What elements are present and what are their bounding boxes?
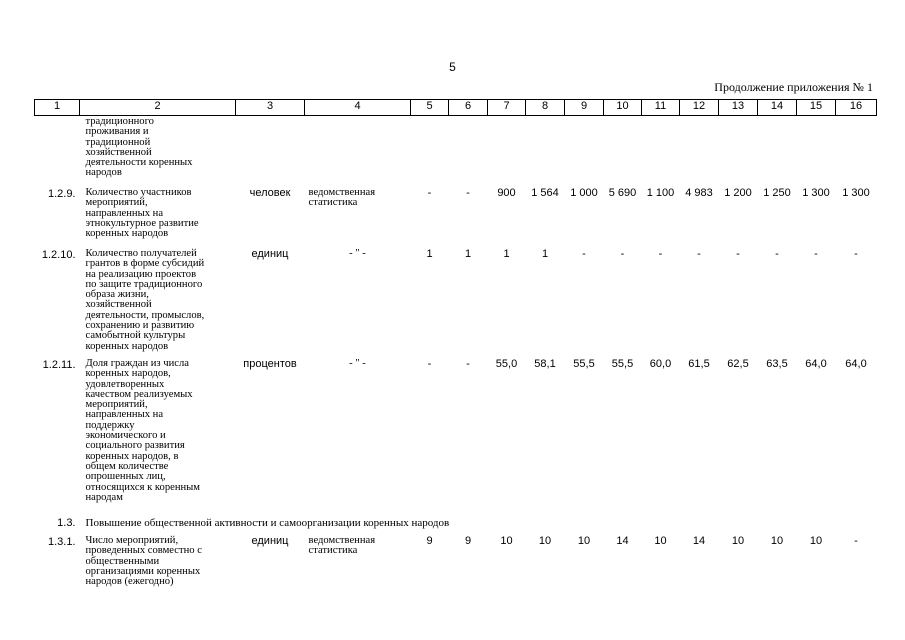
value-cell: 10 — [577, 534, 591, 547]
value-cell: - — [854, 534, 858, 547]
indicator-name: традиционного проживания и традиционной хозяйственной деятельности коренных народов — [85, 116, 193, 179]
value-cell: 58,1 — [534, 357, 556, 370]
value-cell: 1 300 — [802, 187, 830, 199]
indicator-number: 1.3.1. — [47, 535, 76, 548]
indicator-name: Количество участников мероприятий, направленных на этнокультурное развитие коренных народов — [85, 187, 199, 240]
table-row — [35, 183, 877, 242]
section-number: 1.3. — [57, 516, 76, 529]
section-row — [35, 511, 877, 531]
indicator-number: 1.2.9. — [47, 188, 76, 200]
value-cell: 9 — [426, 534, 433, 547]
value-cell: 14 — [692, 534, 706, 547]
value-cell: 10 — [770, 534, 784, 547]
indicators-table — [34, 99, 877, 587]
value-cell: - — [658, 248, 663, 260]
indicator-name: Число мероприятий, проведенных совместно с общественными организациями коренных народов (ежегодно) — [85, 534, 202, 588]
value-cell: 63,5 — [766, 357, 788, 370]
value-cell: - — [814, 248, 818, 260]
indicator-name: Доля граждан из числа коренных народов, удовлетворенных качеством реализуемых мероприятий, направленных на поддержку экономического и социального развития коренных народов, в общем количестве опрошенных лиц, относящихся к коренным народам — [85, 357, 200, 503]
value-cell: 1 — [464, 248, 472, 260]
data-source-ditto: - " - — [349, 248, 366, 259]
value-cell: 10 — [500, 534, 513, 547]
value-cell: 64,0 — [805, 357, 827, 370]
value-cell: 1 200 — [724, 187, 752, 199]
value-cell: 60,0 — [649, 357, 672, 370]
indicator-unit: единиц — [251, 248, 289, 260]
value-cell: 5 690 — [608, 187, 637, 199]
indicator-unit: единиц — [251, 534, 289, 547]
value-cell: 10 — [538, 534, 552, 547]
value-cell: 10 — [809, 534, 823, 547]
column-number: 16 — [836, 100, 877, 116]
value-cell: 4 983 — [685, 187, 713, 199]
indicator-number: 1.2.10. — [41, 249, 76, 261]
column-number: 1 — [35, 100, 80, 116]
value-cell: - — [697, 248, 701, 260]
column-number: 15 — [797, 100, 836, 116]
value-cell: 64,0 — [845, 357, 867, 370]
value-cell: - — [775, 248, 779, 260]
data-source: ведомственная статистика — [308, 534, 376, 557]
table-row — [35, 116, 877, 184]
value-cell: 1 300 — [842, 187, 870, 199]
indicator-unit: человек — [249, 187, 291, 199]
value-cell: 1 — [503, 248, 510, 260]
value-cell: 55,0 — [495, 357, 518, 370]
continuation-note: Продолжение приложения № 1 — [714, 80, 873, 94]
column-number: 2 — [80, 100, 236, 116]
column-number: 8 — [526, 100, 565, 116]
value-cell: - — [854, 248, 858, 260]
data-source-ditto: - " - — [349, 357, 366, 369]
value-cell: 900 — [497, 187, 516, 199]
table-row — [35, 531, 877, 587]
value-cell: - — [582, 248, 586, 260]
column-number: 9 — [565, 100, 604, 116]
value-cell: - — [620, 248, 625, 260]
column-number: 11 — [642, 100, 680, 116]
column-number: 10 — [604, 100, 642, 116]
column-number: 3 — [236, 100, 305, 116]
column-number: 14 — [758, 100, 797, 116]
column-number-header-row — [35, 100, 877, 116]
value-cell: 9 — [464, 534, 472, 547]
value-cell: - — [427, 187, 432, 199]
column-number: 13 — [719, 100, 758, 116]
indicator-number: 1.2.11. — [42, 358, 76, 371]
data-source: ведомственная статистика — [308, 187, 376, 209]
page-number: 5 — [449, 60, 456, 74]
column-number: 6 — [449, 100, 488, 116]
column-number: 7 — [488, 100, 526, 116]
value-cell: 1 — [426, 248, 433, 260]
value-cell: 10 — [731, 534, 745, 547]
column-number: 5 — [411, 100, 449, 116]
value-cell: - — [736, 248, 740, 260]
table-row — [35, 352, 877, 511]
value-cell: 55,5 — [611, 357, 634, 370]
value-cell: 10 — [654, 534, 667, 547]
table-row — [35, 242, 877, 352]
value-cell: - — [427, 357, 432, 370]
value-cell: 1 564 — [531, 187, 559, 199]
value-cell: - — [466, 187, 470, 199]
column-number: 4 — [305, 100, 411, 116]
value-cell: 1 100 — [646, 187, 675, 199]
value-cell: 14 — [616, 534, 629, 547]
column-number: 12 — [680, 100, 719, 116]
indicator-unit: процентов — [243, 357, 297, 370]
indicator-name: Количество получателей грантов в форме субсидий на реализацию проектов по защите традиционного образа жизни, хозяйственной деятельности, промыслов, сохранению и развитию самобытной культуры коренных народов — [85, 248, 205, 352]
value-cell: 62,5 — [727, 357, 749, 370]
value-cell: 55,5 — [573, 357, 595, 370]
value-cell: 61,5 — [688, 357, 710, 370]
value-cell: - — [466, 357, 470, 370]
value-cell: 1 — [541, 248, 549, 260]
value-cell: 1 000 — [570, 187, 598, 199]
section-title: Повышение общественной активности и самоорганизации коренных народов — [85, 516, 450, 529]
value-cell: 1 250 — [763, 187, 791, 199]
